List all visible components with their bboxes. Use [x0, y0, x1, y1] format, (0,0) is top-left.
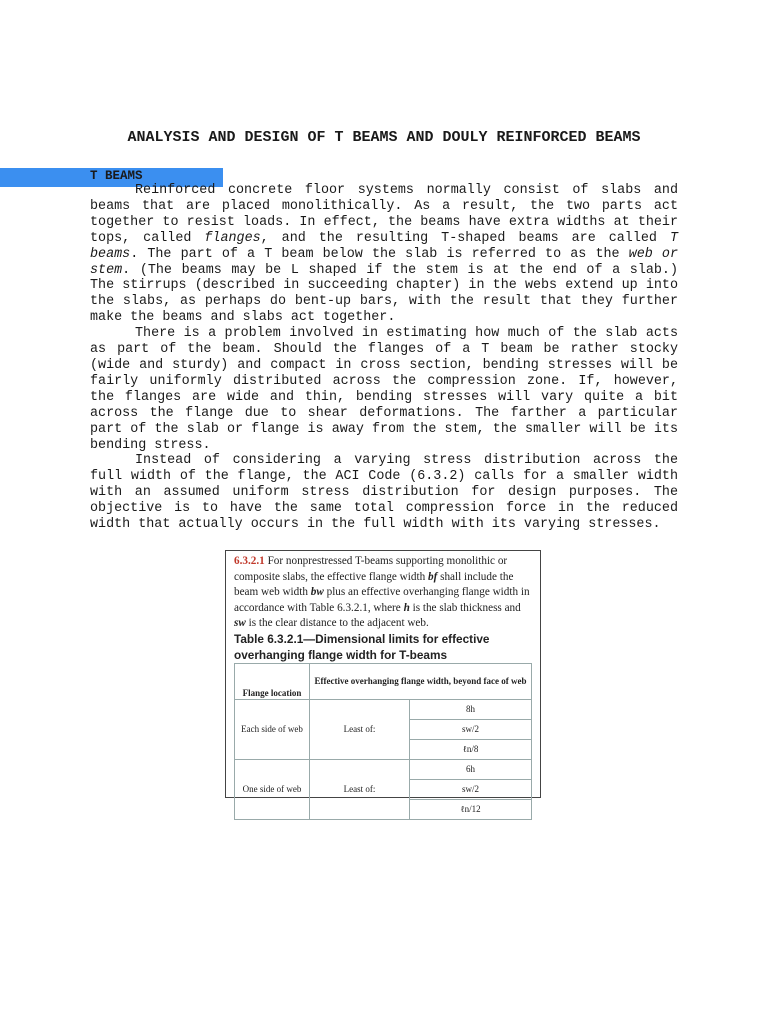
body-text	[90, 183, 678, 533]
paragraph-2: There is a problem involved in estimating how much of the slab acts as part of the beam. Should the flanges of a T beam be rather stocky (wide and sturdy) and compact in cross section, bending stresses will be fairly uniformly distributed across the compression zone. If, however, the flanges are wide and thin, bending stresses will vary quite a bit across the flange due to shear deformations. The farther a particular part of the slab or flange is away from the stem, the smaller will be its bending stress.	[90, 326, 678, 453]
table-row	[235, 700, 532, 720]
clause-text-e: is the clear distance to the adjacent web.	[245, 617, 429, 629]
symbol-h: h	[403, 601, 410, 614]
rule-least-of: Least of:	[310, 760, 410, 820]
section-heading: T BEAMS	[90, 169, 143, 183]
header-effective-width: Effective overhanging flange width, beyond face of web	[310, 664, 532, 700]
limit-cell: sw/2	[410, 720, 532, 740]
location-each-side: Each side of web	[235, 700, 310, 760]
paragraph-1-text-c: . The part of a T beam below the slab is referred to as the	[130, 246, 629, 262]
limit-cell: 6h	[410, 760, 532, 780]
symbol-bf: bf	[427, 570, 438, 583]
paragraph-3: Instead of considering a varying stress distribution across the full width of the flange, the ACI Code (6.3.2) calls for a smaller width with an assumed uniform stress distribution for design purposes. The objective is to have the same total compression force in the reduced width that actually occurs in the full width with its varying stresses.	[90, 453, 678, 533]
aci-code-excerpt-figure	[225, 550, 541, 814]
document-title: ANALYSIS AND DESIGN OF T BEAMS AND DOULY REINFORCED BEAMS	[127, 129, 641, 146]
table-row	[235, 760, 532, 780]
term-t-beams: T beams	[90, 230, 678, 262]
rule-least-of: Least of:	[310, 700, 410, 760]
code-clause-text	[234, 554, 534, 632]
symbol-sw: sw	[234, 617, 246, 629]
paragraph-1	[90, 183, 678, 326]
clause-text-d: is the slab thickness and	[409, 601, 521, 614]
symbol-bw: bw	[310, 586, 324, 598]
clause-text-a: For nonprestressed T-beams supporting monolithic or composite slabs, the effective flange width	[234, 555, 508, 583]
paragraph-1-text-b: , and the resulting T-shaped beams are called	[260, 230, 670, 246]
table-caption: Table 6.3.2.1—Dimensional limits for effective overhanging flange width for T-beams	[234, 632, 490, 662]
paragraph-1-text-d: . (The beams may be L shaped if the stem is at the end of a slab.) The stirrups (described in succeeding chapter) in the webs extend up into the slabs, as perhaps do bent-up bars, with the result that they further make the beams and slabs act together.	[90, 262, 678, 326]
limit-cell: sw/2	[410, 780, 532, 800]
clause-text-c: plus an effective overhanging flange width in accordance with Table 6.3.2.1, where	[234, 586, 530, 614]
term-web-or-stem: web or stem	[90, 246, 678, 278]
paragraph-1-text-a: Reinforced concrete floor systems normally consist of slabs and beams that are placed monolithically. As a result, the two parts act together to resist loads. In effect, the beams have extra widths at their tops, called	[90, 183, 678, 246]
table-header-row	[235, 664, 532, 700]
term-flanges: flanges	[204, 230, 261, 246]
clause-reference: 6.3.2.1	[234, 555, 265, 567]
header-flange-location: Flange location	[235, 664, 310, 700]
clause-text-b: shall include the beam web width	[234, 570, 514, 598]
limit-cell: 8h	[410, 700, 532, 720]
location-one-side: One side of web	[235, 760, 310, 820]
flange-width-table	[234, 663, 532, 820]
limit-cell: ℓn/8	[410, 740, 532, 760]
limit-cell: ℓn/12	[410, 800, 532, 820]
